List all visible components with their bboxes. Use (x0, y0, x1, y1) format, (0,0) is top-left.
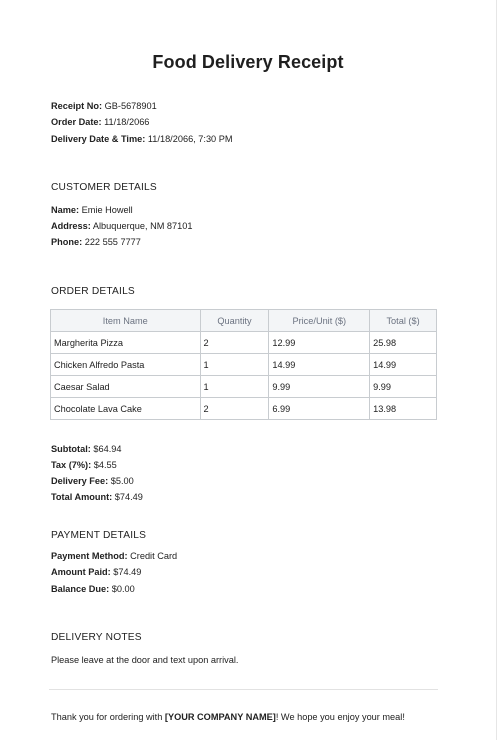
payment-method-label: Payment Method: (51, 551, 128, 561)
total-cell: 14.99 (370, 354, 437, 376)
delivery-notes-heading: DELIVERY NOTES (51, 632, 142, 643)
table-row (51, 332, 437, 354)
customer-address-value: Albuquerque, NM 87101 (92, 221, 193, 231)
subtotal-label: Subtotal: (51, 444, 91, 454)
receipt-number-row (51, 101, 157, 111)
customer-name-label: Name: (51, 205, 80, 215)
total-cell: 25.98 (370, 332, 437, 354)
receipt-number-value: GB-5678901 (104, 101, 157, 111)
delivery-fee-value: $5.00 (110, 476, 134, 486)
payment-method-row (51, 551, 177, 561)
page-title: Food Delivery Receipt (152, 52, 344, 72)
customer-phone-value: 222 555 7777 (84, 237, 141, 247)
customer-address-row (51, 221, 192, 231)
item-name-cell: Chicken Alfredo Pasta (51, 354, 201, 376)
price-cell: 14.99 (269, 354, 370, 376)
customer-phone-row (51, 237, 141, 247)
balance-due-value: $0.00 (111, 584, 135, 594)
delivery-datetime-label: Delivery Date & Time: (51, 134, 146, 144)
balance-due-row (51, 584, 135, 594)
tax-row (51, 460, 117, 470)
quantity-cell: 1 (200, 354, 269, 376)
subtotal-row (51, 444, 121, 454)
footer-suffix: ! We hope you enjoy your meal! (275, 712, 405, 722)
table-row (51, 398, 437, 420)
footer-divider (49, 689, 438, 690)
column-header-quantity: Quantity (200, 310, 269, 332)
total-amount-value: $74.49 (114, 492, 143, 502)
column-header-total: Total ($) (370, 310, 437, 332)
delivery-notes-text: Please leave at the door and text upon arrival. (51, 655, 239, 665)
amount-paid-value: $74.49 (113, 567, 142, 577)
order-details-heading: ORDER DETAILS (51, 286, 135, 297)
total-amount-label: Total Amount: (51, 492, 113, 502)
customer-name-value: Emie Howell (81, 205, 133, 215)
column-header-item-name: Item Name (51, 310, 201, 332)
price-cell: 12.99 (269, 332, 370, 354)
amount-paid-label: Amount Paid: (51, 567, 111, 577)
order-date-value: 11/18/2066 (104, 117, 150, 127)
item-name-cell: Caesar Salad (51, 376, 201, 398)
receipt-number-label: Receipt No: (51, 101, 103, 111)
customer-details-heading: CUSTOMER DETAILS (51, 182, 157, 193)
tax-value: $4.55 (93, 460, 117, 470)
table-row (51, 354, 437, 376)
tax-label: Tax (7%): (51, 460, 92, 470)
footer-prefix: Thank you for ordering with (51, 712, 165, 722)
price-cell: 9.99 (269, 376, 370, 398)
balance-due-label: Balance Due: (51, 584, 110, 594)
company-name-placeholder: [YOUR COMPANY NAME] (164, 712, 276, 722)
item-name-cell: Margherita Pizza (51, 332, 201, 354)
delivery-fee-label: Delivery Fee: (51, 476, 109, 486)
payment-details-heading: PAYMENT DETAILS (51, 530, 147, 541)
table-header-row (51, 310, 437, 332)
price-cell: 6.99 (269, 398, 370, 420)
total-cell: 13.98 (370, 398, 437, 420)
column-header-price-unit: Price/Unit ($) (269, 310, 370, 332)
subtotal-value: $64.94 (93, 444, 122, 454)
delivery-datetime-value: 11/18/2066, 7:30 PM (147, 134, 233, 144)
order-date-row (51, 117, 149, 127)
payment-method-value: Credit Card (130, 551, 178, 561)
quantity-cell: 1 (200, 376, 269, 398)
item-name-cell: Chocolate Lava Cake (51, 398, 201, 420)
amount-paid-row (51, 567, 141, 577)
customer-phone-label: Phone: (51, 237, 83, 247)
total-amount-row (51, 492, 143, 502)
customer-address-label: Address: (51, 221, 91, 231)
total-cell: 9.99 (370, 376, 437, 398)
delivery-fee-row (51, 476, 134, 486)
delivery-datetime-row (51, 134, 233, 144)
order-date-label: Order Date: (51, 117, 102, 127)
table-row (51, 376, 437, 398)
quantity-cell: 2 (200, 332, 269, 354)
customer-name-row (51, 205, 133, 215)
order-items-table (50, 309, 437, 420)
quantity-cell: 2 (200, 398, 269, 420)
thank-you-footer (51, 712, 405, 722)
